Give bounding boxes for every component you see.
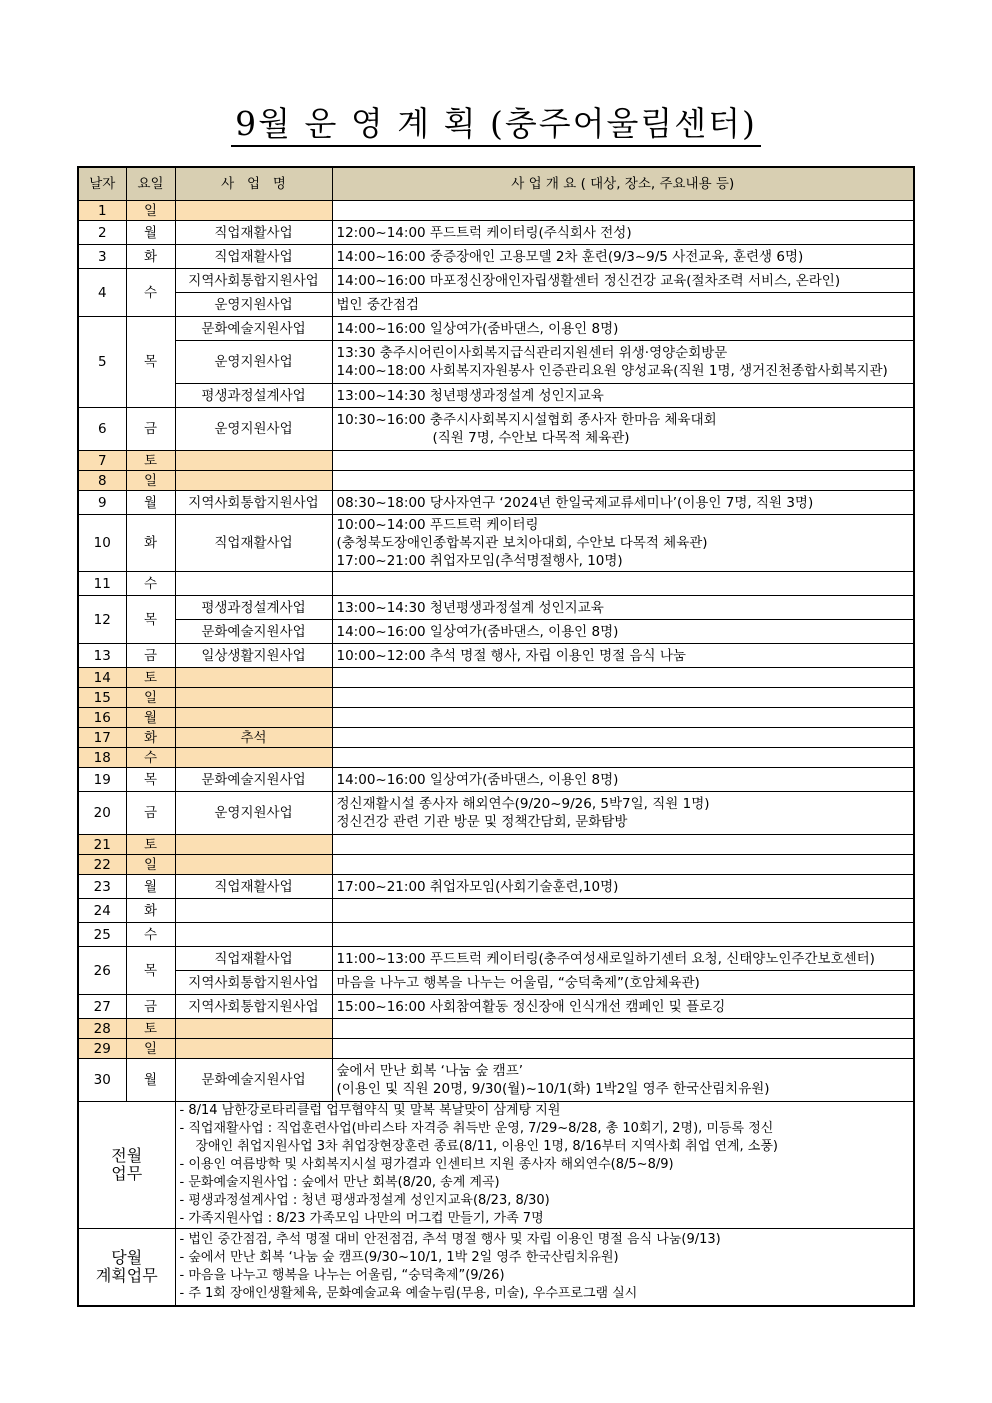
weekday-cell: 금: [126, 644, 175, 668]
overview-cell: [332, 768, 914, 792]
weekday-cell: 토: [126, 835, 175, 855]
schedule-row: [78, 947, 914, 971]
weekday-cell: 월: [126, 708, 175, 728]
overview-cell: [332, 384, 914, 408]
overview-cell: [332, 855, 914, 875]
overview-cell: [332, 408, 914, 451]
overview-cell: [332, 269, 914, 293]
weekday-cell: 토: [126, 451, 175, 471]
program-cell: [175, 1039, 332, 1059]
summary-prev-line: 장애인 취업지원사업 3차 취업장현장훈련 종료(8/11, 이용인 1명, 8/16부터 지역사회 취업 연계, 소풍): [195, 1139, 778, 1154]
schedule-row: [78, 620, 914, 644]
day-cell: 7: [78, 451, 126, 471]
overview-cell: [332, 245, 914, 269]
schedule-row: [78, 1059, 914, 1102]
program-cell: 직업재활사업: [175, 947, 332, 971]
day-cell: 25: [78, 923, 126, 947]
day-cell: 21: [78, 835, 126, 855]
summary-cur-content: [175, 1229, 914, 1307]
weekday-cell: 화: [126, 728, 175, 748]
weekday-cell: 일: [126, 1039, 175, 1059]
schedule-row: [78, 572, 914, 596]
day-cell: 26: [78, 947, 126, 995]
schedule-row: [78, 971, 914, 995]
overview-line: 14:00~16:00 일상여가(줌바댄스, 이용인 8명): [336, 623, 619, 640]
summary-prev-line: - 직업재활사업 : 직업훈련사업(바리스타 자격증 취득반 운영, 7/29~8/28, 총 10회기, 2명), 미등록 정신: [179, 1121, 774, 1136]
day-cell: 8: [78, 471, 126, 491]
overview-cell: [332, 835, 914, 855]
weekday-cell: 월: [126, 221, 175, 245]
overview-cell: [332, 1039, 914, 1059]
day-cell: 16: [78, 708, 126, 728]
weekday-cell: 목: [126, 768, 175, 792]
weekday-cell: 목: [126, 947, 175, 995]
program-cell: 운영지원사업: [175, 792, 332, 835]
day-cell: 15: [78, 688, 126, 708]
day-cell: 14: [78, 668, 126, 688]
schedule-row: [78, 855, 914, 875]
program-cell: 지역사회통합지원사업: [175, 971, 332, 995]
overview-cell: [332, 221, 914, 245]
overview-line: 정신재활시설 종사자 해외연수(9/20~9/26, 5박7일, 직원 1명): [336, 796, 710, 812]
program-cell: 문화예술지원사업: [175, 768, 332, 792]
schedule-row: [78, 668, 914, 688]
overview-cell: [332, 515, 914, 572]
header-weekday: 요일: [126, 167, 175, 201]
overview-cell: [332, 668, 914, 688]
overview-cell: [332, 792, 914, 835]
program-cell: [175, 1019, 332, 1039]
program-cell: 운영지원사업: [175, 341, 332, 384]
schedule-row: [78, 768, 914, 792]
overview-line: 14:00~16:00 중증장애인 고용모델 2차 훈련(9/3~9/5 사전교육, 훈련생 6명): [336, 248, 804, 265]
program-cell: 평생과정설계사업: [175, 596, 332, 620]
overview-cell: [332, 708, 914, 728]
overview-line: (직원 7명, 수안보 다목적 체육관): [432, 430, 630, 446]
program-cell: 운영지원사업: [175, 408, 332, 451]
summary-prev-line: - 8/14 남한강로타리클럽 업무협약식 및 말복 복날맞이 삼계탕 지원: [179, 1103, 561, 1118]
day-cell: 4: [78, 269, 126, 317]
overview-cell: [332, 572, 914, 596]
schedule-row: [78, 384, 914, 408]
overview-line: 10:00~12:00 추석 명절 행사, 자립 이용인 명절 음식 나눔: [336, 647, 686, 664]
schedule-row: [78, 875, 914, 899]
weekday-cell: 화: [126, 515, 175, 572]
overview-cell: [332, 923, 914, 947]
schedule-row: [78, 491, 914, 515]
overview-cell: [332, 1019, 914, 1039]
page-title-text: 9월 운 영 계 획 (충주어울림센터): [231, 104, 761, 147]
overview-line: 14:00~16:00 일상여가(줌바댄스, 이용인 8명): [336, 771, 619, 788]
overview-line: 14:00~16:00 일상여가(줌바댄스, 이용인 8명): [336, 320, 619, 337]
day-cell: 5: [78, 317, 126, 408]
program-cell: 문화예술지원사업: [175, 317, 332, 341]
program-cell: [175, 471, 332, 491]
program-cell: [175, 451, 332, 471]
overview-line: 17:00~21:00 취업자모임(사회기술훈련,10명): [336, 878, 619, 895]
schedule-row: [78, 317, 914, 341]
overview-cell: [332, 688, 914, 708]
summary-prev-row: [78, 1102, 914, 1229]
summary-cur-label-2: 계획업무: [95, 1266, 158, 1285]
schedule-table: [77, 166, 915, 1307]
program-cell: 일상생활지원사업: [175, 644, 332, 668]
program-cell: [175, 708, 332, 728]
overview-cell: [332, 620, 914, 644]
program-cell: [175, 855, 332, 875]
overview-cell: [332, 644, 914, 668]
weekday-cell: 수: [126, 923, 175, 947]
schedule-row: [78, 728, 914, 748]
schedule-row: [78, 792, 914, 835]
program-cell: 평생과정설계사업: [175, 384, 332, 408]
day-cell: 3: [78, 245, 126, 269]
weekday-cell: 수: [126, 748, 175, 768]
weekday-cell: 금: [126, 995, 175, 1019]
program-cell: [175, 923, 332, 947]
overview-line: (충청북도장애인종합복지관 보치아대회, 수안보 다목적 체육관): [336, 535, 708, 551]
overview-line: (이용인 및 직원 20명, 9/30(월)~10/1(화) 1박2일 영주 한국산림치유원): [336, 1081, 770, 1097]
weekday-cell: 일: [126, 201, 175, 221]
overview-line: 정신건강 관련 기관 방문 및 정책간담회, 문화탐방: [336, 814, 628, 830]
overview-cell: [332, 471, 914, 491]
summary-cur-label: [78, 1229, 175, 1307]
overview-cell: [332, 995, 914, 1019]
overview-cell: [332, 317, 914, 341]
weekday-cell: 목: [126, 317, 175, 408]
overview-cell: [332, 1059, 914, 1102]
schedule-row: [78, 708, 914, 728]
overview-cell: [332, 899, 914, 923]
day-cell: 30: [78, 1059, 126, 1102]
schedule-row: [78, 201, 914, 221]
program-cell: [175, 835, 332, 855]
program-cell: [175, 668, 332, 688]
program-cell: 문화예술지원사업: [175, 620, 332, 644]
program-cell: 지역사회통합지원사업: [175, 995, 332, 1019]
header-program: 사 업 명: [175, 167, 332, 201]
schedule-row: [78, 748, 914, 768]
weekday-cell: 월: [126, 875, 175, 899]
program-cell: 문화예술지원사업: [175, 1059, 332, 1102]
header-day: 날자: [78, 167, 126, 201]
overview-line: 13:30 충주시어린이사회복지급식관리지원센터 위생·영양순회방문: [336, 345, 728, 361]
summary-prev-line: - 문화예술지원사업 : 숲에서 만난 회복(8/20, 송계 계곡): [179, 1175, 500, 1190]
day-cell: 27: [78, 995, 126, 1019]
header-row: [78, 167, 914, 201]
day-cell: 2: [78, 221, 126, 245]
overview-cell: [332, 728, 914, 748]
weekday-cell: 수: [126, 269, 175, 317]
day-cell: 13: [78, 644, 126, 668]
day-cell: 6: [78, 408, 126, 451]
overview-cell: [332, 201, 914, 221]
page-title: [0, 98, 992, 145]
schedule-row: [78, 644, 914, 668]
day-cell: 12: [78, 596, 126, 644]
schedule-row: [78, 835, 914, 855]
day-cell: 11: [78, 572, 126, 596]
day-cell: 1: [78, 201, 126, 221]
schedule-row: [78, 451, 914, 471]
day-cell: 17: [78, 728, 126, 748]
schedule-row: [78, 341, 914, 384]
weekday-cell: 금: [126, 408, 175, 451]
program-cell: 지역사회통합지원사업: [175, 491, 332, 515]
summary-prev-line: - 이용인 여름방학 및 사회복지시설 평가결과 인센티브 지원 종사자 해외연수(8/5~8/9): [179, 1157, 674, 1172]
program-cell: [175, 688, 332, 708]
overview-cell: [332, 341, 914, 384]
schedule-row: [78, 995, 914, 1019]
summary-cur-label-1: 당월: [111, 1248, 143, 1267]
schedule-row: [78, 515, 914, 572]
overview-cell: [332, 491, 914, 515]
summary-prev-label-2: 업무: [111, 1164, 143, 1183]
schedule-row: [78, 899, 914, 923]
overview-cell: [332, 293, 914, 317]
weekday-cell: 일: [126, 855, 175, 875]
overview-cell: [332, 947, 914, 971]
overview-line: 11:00~13:00 푸드트럭 케이터링(충주여성새로일하기센터 요청, 신태양노인주간보호센터): [336, 950, 875, 967]
summary-cur-line: - 숲에서 만난 회복 ‘나눔 숲 캠프(9/30~10/1, 1박 2일 영주 한국산림치유원): [179, 1250, 619, 1265]
schedule-row: [78, 293, 914, 317]
schedule-row: [78, 221, 914, 245]
program-cell: [175, 748, 332, 768]
overview-cell: [332, 971, 914, 995]
overview-line: 14:00~16:00 마포정신장애인자립생활센터 정신건강 교육(절차조력 서비스, 온라인): [336, 272, 841, 289]
weekday-cell: 금: [126, 792, 175, 835]
schedule-row: [78, 1039, 914, 1059]
program-cell: [175, 572, 332, 596]
overview-line: 법인 중간점검: [336, 296, 420, 313]
overview-line: 17:00~21:00 취업자모임(추석명절행사, 10명): [336, 553, 623, 569]
day-cell: 19: [78, 768, 126, 792]
weekday-cell: 월: [126, 1059, 175, 1102]
overview-line: 12:00~14:00 푸드트럭 케이터링(주식회사 전성): [336, 224, 632, 241]
overview-line: 10:00~14:00 푸드트럭 케이터링: [336, 517, 539, 533]
schedule-row: [78, 596, 914, 620]
program-cell: [175, 899, 332, 923]
program-cell: 직업재활사업: [175, 245, 332, 269]
overview-line: 숲에서 만난 회복 ‘나눔 숲 캠프’: [336, 1063, 524, 1079]
summary-prev-label: [78, 1102, 175, 1229]
overview-line: 14:00~18:00 사회복지자원봉사 인증관리요원 양성교육(직원 1명, 생거진천종합사회복지관): [336, 363, 888, 379]
day-cell: 18: [78, 748, 126, 768]
program-cell: [175, 201, 332, 221]
weekday-cell: 일: [126, 688, 175, 708]
weekday-cell: 화: [126, 899, 175, 923]
overview-line: 13:00~14:30 청년평생과정설계 성인지교육: [336, 387, 604, 404]
overview-line: 마음을 나누고 행복을 나누는 어울림, “숭덕축제”(호암체육관): [336, 974, 700, 991]
day-cell: 22: [78, 855, 126, 875]
day-cell: 20: [78, 792, 126, 835]
overview-line: 10:30~16:00 충주시사회복지시설협회 종사자 한마음 체육대회: [336, 412, 717, 428]
day-cell: 28: [78, 1019, 126, 1039]
overview-cell: [332, 748, 914, 768]
overview-cell: [332, 596, 914, 620]
program-cell: 추석: [175, 728, 332, 748]
program-cell: 직업재활사업: [175, 515, 332, 572]
weekday-cell: 화: [126, 245, 175, 269]
summary-cur-line: - 마음을 나누고 행복을 나누는 어울림, “숭덕축제”(9/26): [179, 1268, 505, 1283]
schedule-row: [78, 269, 914, 293]
overview-line: 13:00~14:30 청년평생과정설계 성인지교육: [336, 599, 604, 616]
weekday-cell: 토: [126, 668, 175, 688]
overview-cell: [332, 875, 914, 899]
header-overview: 사 업 개 요 ( 대상, 장소, 주요내용 등): [332, 167, 914, 201]
schedule-row: [78, 1019, 914, 1039]
summary-prev-content: [175, 1102, 914, 1229]
summary-cur-row: [78, 1229, 914, 1307]
summary-prev-line: - 가족지원사업 : 8/23 가족모임 나만의 머그컵 만들기, 가족 7명: [179, 1211, 544, 1226]
schedule-row: [78, 245, 914, 269]
day-cell: 24: [78, 899, 126, 923]
day-cell: 23: [78, 875, 126, 899]
program-cell: 운영지원사업: [175, 293, 332, 317]
summary-prev-line: - 평생과정설계사업 : 청년 평생과정설계 성인지교육(8/23, 8/30): [179, 1193, 550, 1208]
weekday-cell: 토: [126, 1019, 175, 1039]
schedule-row: [78, 408, 914, 451]
schedule-row: [78, 923, 914, 947]
weekday-cell: 목: [126, 596, 175, 644]
weekday-cell: 수: [126, 572, 175, 596]
program-cell: 지역사회통합지원사업: [175, 269, 332, 293]
program-cell: 직업재활사업: [175, 875, 332, 899]
day-cell: 10: [78, 515, 126, 572]
schedule-row: [78, 688, 914, 708]
summary-prev-label-1: 전월: [111, 1146, 143, 1165]
weekday-cell: 월: [126, 491, 175, 515]
overview-line: 08:30~18:00 당사자연구 ‘2024년 한일국제교류세미나’(이용인 7명, 직원 3명): [336, 494, 814, 511]
program-cell: 직업재활사업: [175, 221, 332, 245]
overview-cell: [332, 451, 914, 471]
schedule-row: [78, 471, 914, 491]
summary-cur-line: - 법인 중간점검, 추석 명절 대비 안전점검, 추석 명절 행사 및 자립 이용인 명절 음식 나눔(9/13): [179, 1232, 721, 1247]
overview-line: 15:00~16:00 사회참여활동 정신장애 인식개선 캠페인 및 플로깅: [336, 998, 726, 1015]
day-cell: 29: [78, 1039, 126, 1059]
weekday-cell: 일: [126, 471, 175, 491]
day-cell: 9: [78, 491, 126, 515]
summary-cur-line: - 주 1회 장애인생활체육, 문화예술교육 예술누림(무용, 미술), 우수프로그램 실시: [179, 1286, 638, 1301]
